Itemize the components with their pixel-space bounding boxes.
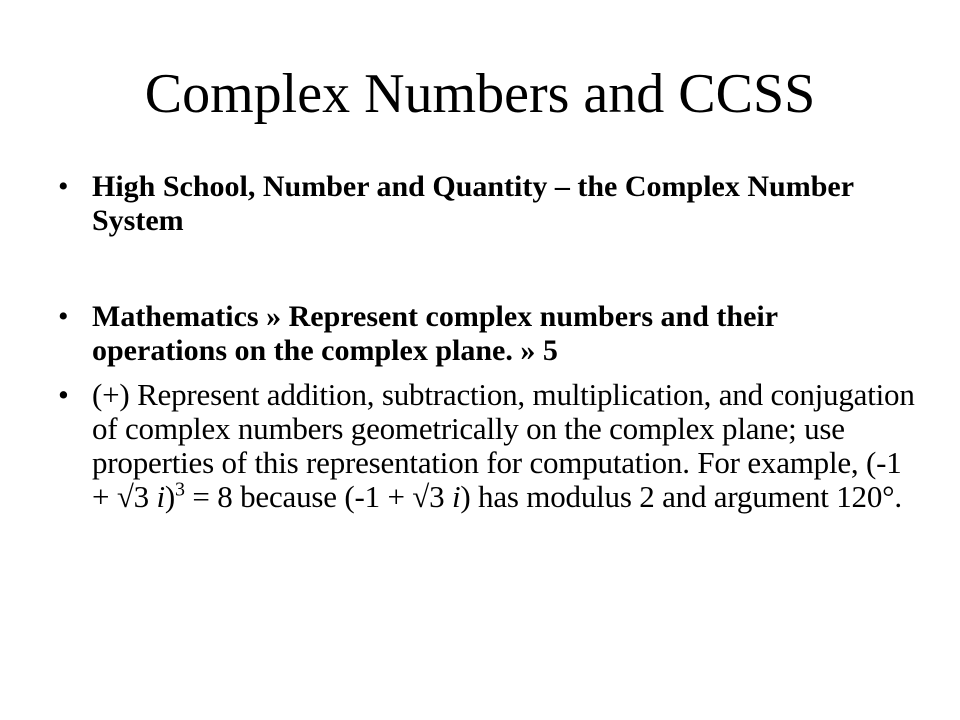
bullet-text-part: )	[164, 479, 176, 514]
bullet-text: High School, Number and Quantity – the Complex Number System	[92, 170, 854, 237]
bullet-text-part: = 8 because (-1 + √3	[184, 479, 452, 514]
imaginary-unit: i	[156, 479, 165, 514]
bullet-item-mathematics	[58, 300, 918, 368]
exponent: 3	[175, 478, 185, 501]
bullet-icon: •	[58, 300, 69, 333]
bullet-item-standard	[58, 378, 918, 514]
bullet-list	[58, 170, 918, 514]
slide-title: Complex Numbers and CCSS	[144, 63, 816, 125]
bullet-item-high-school	[58, 170, 918, 238]
bullet-text-part: (+) Represent addition, subtraction, multiplication, and conjugation of complex numbers geometrically on the complex plane; use properties of this representation for computation. For example, (-1 + √3	[92, 377, 915, 514]
bullet-icon: •	[58, 377, 69, 412]
bullet-icon: •	[58, 170, 69, 203]
bullet-text-part: ) has modulus 2 and argument 120°.	[460, 479, 902, 514]
imaginary-unit: i	[451, 479, 461, 514]
bullet-text: Mathematics » Represent complex numbers and their operations on the complex plane. » 5	[92, 300, 778, 367]
